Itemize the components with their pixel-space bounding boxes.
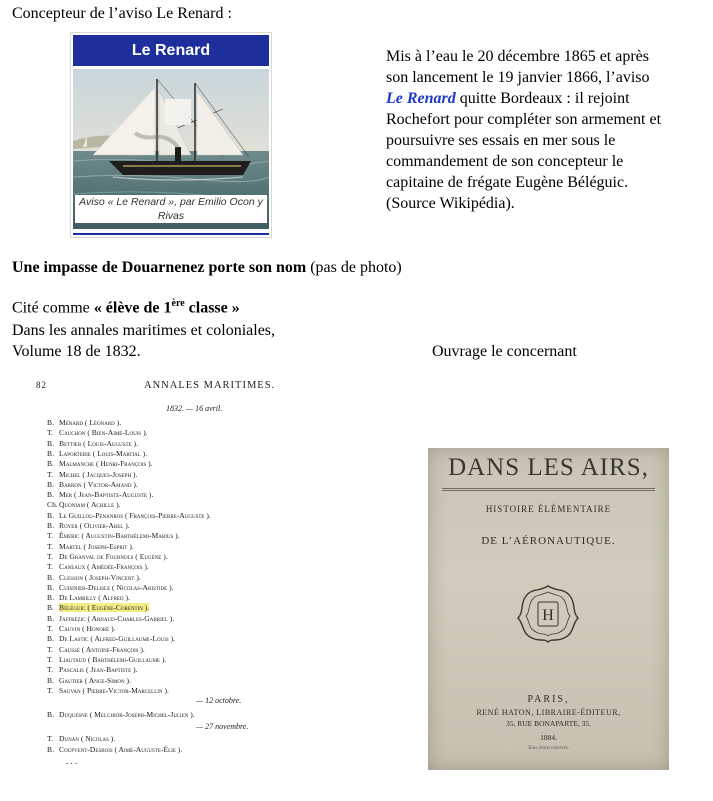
entry-name: Bettier ( Louis-Auguste ). xyxy=(59,438,138,448)
annales-entry xyxy=(47,624,116,634)
entry-grade: T. xyxy=(47,562,53,572)
entry-grade: B. xyxy=(47,490,54,500)
annales-entry xyxy=(47,521,130,531)
paragraph-line: commandement de son concepteur le xyxy=(386,153,624,170)
entry-name: Cauvin ( Honoré ). xyxy=(59,624,116,633)
book-title: DANS LES AIRS, xyxy=(448,454,649,481)
annales-entry xyxy=(47,428,148,438)
entry-name: Coupvent-Desbois ( Aimé-Auguste-Élie ). xyxy=(59,744,183,754)
book-publisher: RENÉ HATON, LIBRAIRE-ÉDITEUR, xyxy=(476,708,621,717)
impasse-rest: (pas de photo) xyxy=(306,259,402,276)
entry-name: Malmanche ( Henri-François ). xyxy=(59,459,153,469)
citation-bold-b: classe » xyxy=(184,299,240,317)
annales-entry xyxy=(47,531,180,541)
book-rights: Tous droits réservés. xyxy=(527,746,570,751)
entry-name: De Lastic ( Alfred-Guillaume-Louis ). xyxy=(59,634,176,644)
book-subtitle-2: DE L’AÉRONAUTIQUE. xyxy=(481,535,616,547)
annales-continuation-dots: . . . xyxy=(66,756,78,766)
entry-grade: Ch. xyxy=(47,500,58,510)
entry-name: Jaffrezic ( Arnaud-Charles-Gabriel ). xyxy=(59,613,175,623)
paragraph-line: Rochefort pour compléter son armement et xyxy=(386,111,662,128)
entry-grade: T. xyxy=(47,541,53,551)
annales-entry xyxy=(47,511,211,521)
annales-entry xyxy=(47,745,182,755)
book-cover xyxy=(428,448,669,770)
annales-entry xyxy=(47,676,131,686)
annales-entry xyxy=(47,573,141,583)
entry-grade: T. xyxy=(47,531,53,541)
annales-page-number: 82 xyxy=(36,380,47,390)
emblem-letter: H xyxy=(542,607,554,624)
entry-grade: T. xyxy=(47,551,53,561)
entry-grade: B. xyxy=(47,438,54,448)
paragraph-line: (Source Wikipédia). xyxy=(386,195,515,212)
annales-entry xyxy=(47,710,195,720)
entry-name: Liautaud ( Barthélemi-Guillaume ). xyxy=(59,654,167,664)
entry-name: Duquesne ( Melchior-Joseph-Michel-Julien ). xyxy=(59,710,195,719)
entry-name: De Lambilly ( Alfred ). xyxy=(59,593,130,603)
annales-entry xyxy=(47,480,138,490)
book-year: 1884. xyxy=(540,733,557,742)
entry-grade: B. xyxy=(47,634,54,644)
entry-grade: B. xyxy=(47,510,54,520)
ouvrage-label: Ouvrage le concernant xyxy=(432,343,577,360)
entry-name: Quoniam ( Achille ). xyxy=(59,500,121,510)
annales-entry xyxy=(47,634,175,644)
entry-grade: T. xyxy=(47,654,53,664)
entry-grade: B. xyxy=(47,613,54,623)
entry-name: Royer ( Olivier-Abel ). xyxy=(59,521,130,530)
entry-name: Mer ( Jean-Baptiste-Auguste ). xyxy=(59,490,154,500)
annales-entry xyxy=(47,439,138,449)
entry-grade: T. xyxy=(47,428,53,438)
paragraph-line-rest: quitte Bordeaux : il rejoint xyxy=(455,90,630,107)
infobox-caption xyxy=(75,195,267,223)
annales-entry xyxy=(47,614,174,624)
impasse-bold: Une impasse de Douarnenez porte son nom xyxy=(12,259,307,276)
annales-entry xyxy=(47,449,147,459)
entry-name: Laporterie ( Louis-Martial ). xyxy=(59,448,148,458)
entry-grade: B. xyxy=(47,572,54,582)
annales-entry xyxy=(47,734,115,744)
entry-name: Caussé ( Antoine-François ). xyxy=(59,644,145,654)
annales-reference-line2: Volume 18 de 1832. xyxy=(12,343,141,360)
annales-date-october: — 12 octobre. xyxy=(196,696,242,705)
annales-entry xyxy=(47,542,134,552)
ship-infobox xyxy=(70,32,272,238)
entry-name: Le Guillou-Penanros ( François-Pierre-Auguste ). xyxy=(59,510,211,520)
infobox-caption-line2: Rivas xyxy=(157,210,185,222)
entry-grade: T. xyxy=(47,644,53,654)
annales-date-april: 1832. — 16 avril. xyxy=(166,404,223,413)
entry-grade: B. xyxy=(47,521,54,530)
annales-entry xyxy=(47,459,153,469)
book-rule xyxy=(442,488,655,489)
book-rule xyxy=(442,490,655,491)
ship-name-link[interactable]: Le Renard xyxy=(386,90,456,107)
annales-entry xyxy=(47,665,138,675)
entry-name: Dunan ( Nicolas ). xyxy=(59,734,116,743)
annales-date-november: — 27 novembre. xyxy=(196,722,249,731)
top-caption: Concepteur de l’aviso Le Renard : xyxy=(12,5,232,22)
entry-grade: B. xyxy=(47,582,54,592)
entry-grade: T. xyxy=(47,665,53,675)
entry-name: Barron ( Victor-Amand ). xyxy=(59,479,138,489)
paragraph-line: poursuivre ses essais en mer sous le xyxy=(386,132,616,149)
annales-entry xyxy=(47,562,149,572)
entry-grade: T. xyxy=(47,734,53,743)
entry-name: Cuisinier-Delisle ( Nicolas-Aristide ). xyxy=(59,582,174,592)
entry-grade: T. xyxy=(47,469,53,479)
entry-grade: T. xyxy=(47,624,53,633)
entry-grade: B. xyxy=(47,675,54,685)
entry-name: Cauchon ( Bien-Aimé-Louis ). xyxy=(59,428,148,438)
entry-grade: B. xyxy=(47,459,54,469)
entry-name: Ménard ( Léonard ). xyxy=(59,418,122,427)
entry-grade: T. xyxy=(47,685,53,695)
entry-name: Michel ( Jacques-Joseph ). xyxy=(59,469,138,479)
annales-title: ANNALES MARITIMES. xyxy=(144,380,276,391)
citation-bold-a: « élève de 1 xyxy=(93,299,172,317)
book-address: 35, RUE BONAPARTE, 35. xyxy=(505,719,592,728)
entry-grade: B. xyxy=(47,744,54,754)
entry-name: Martel ( Joseph-Esprit ). xyxy=(59,541,134,551)
annales-entry xyxy=(47,552,168,562)
entry-name: Émeric ( Augustin-Barthélemi-Marius ). xyxy=(59,531,180,541)
entry-name: Gautier ( Ange-Simon ). xyxy=(59,675,131,685)
paragraph-line: son lancement le 19 janvier 1866, l’aviso xyxy=(386,69,650,86)
paragraph-line: capitaine de frégate Eugène Béléguic. xyxy=(386,174,629,191)
annales-entry xyxy=(47,583,174,593)
entry-name: Pascalis ( Jean-Baptiste ). xyxy=(59,665,138,675)
annales-entry xyxy=(47,470,137,480)
entry-grade: B. xyxy=(47,479,54,489)
infobox-caption-line1: Aviso « Le Renard », par Emilio Ocon y xyxy=(79,196,263,208)
infobox-bottom-rule xyxy=(73,233,269,235)
paragraph-line xyxy=(386,88,661,109)
annales-entry xyxy=(47,500,121,510)
citation-prefix: Cité comme xyxy=(12,299,94,317)
infobox-title: Le Renard xyxy=(73,35,269,66)
citation-line xyxy=(12,298,240,317)
entry-name: Caneaux ( Amédée-François ). xyxy=(59,562,149,572)
annales-entry xyxy=(47,593,130,603)
book-city: PARIS, xyxy=(527,694,570,705)
annales-entry xyxy=(47,655,166,665)
annales-entry xyxy=(47,418,121,428)
annales-entry xyxy=(47,645,145,655)
entry-grade: B. xyxy=(47,710,54,719)
impasse-line xyxy=(12,259,402,277)
publisher-emblem-icon xyxy=(514,582,582,644)
annales-entry xyxy=(47,490,153,500)
entry-grade: B. xyxy=(47,418,54,427)
entry-name: De Granval de Fournols ( Eugène ). xyxy=(59,551,168,561)
paragraph-line: Mis à l’eau le 20 décembre 1865 et après xyxy=(386,48,650,65)
annales-reference-line1: Dans les annales maritimes et coloniales, xyxy=(12,322,276,339)
annales-entry xyxy=(47,686,169,696)
entry-grade: B. xyxy=(47,593,54,603)
launch-paragraph xyxy=(386,46,661,214)
entry-name: Clesson ( Joseph-Vincent ). xyxy=(59,572,141,582)
annales-entry xyxy=(47,603,149,613)
annales-page-scan xyxy=(36,378,298,770)
entry-name: Sauvan ( Pierre-Victor-Marcellin ). xyxy=(59,685,169,695)
citation-superscript: ère xyxy=(171,298,185,309)
entry-grade: B. xyxy=(47,603,54,613)
entry-grade: B. xyxy=(47,448,54,458)
entry-name: Béléguic ( Eugène-Corentin ). xyxy=(59,603,150,613)
book-subtitle-1: HISTOIRE ÉLÉMENTAIRE xyxy=(485,504,612,514)
